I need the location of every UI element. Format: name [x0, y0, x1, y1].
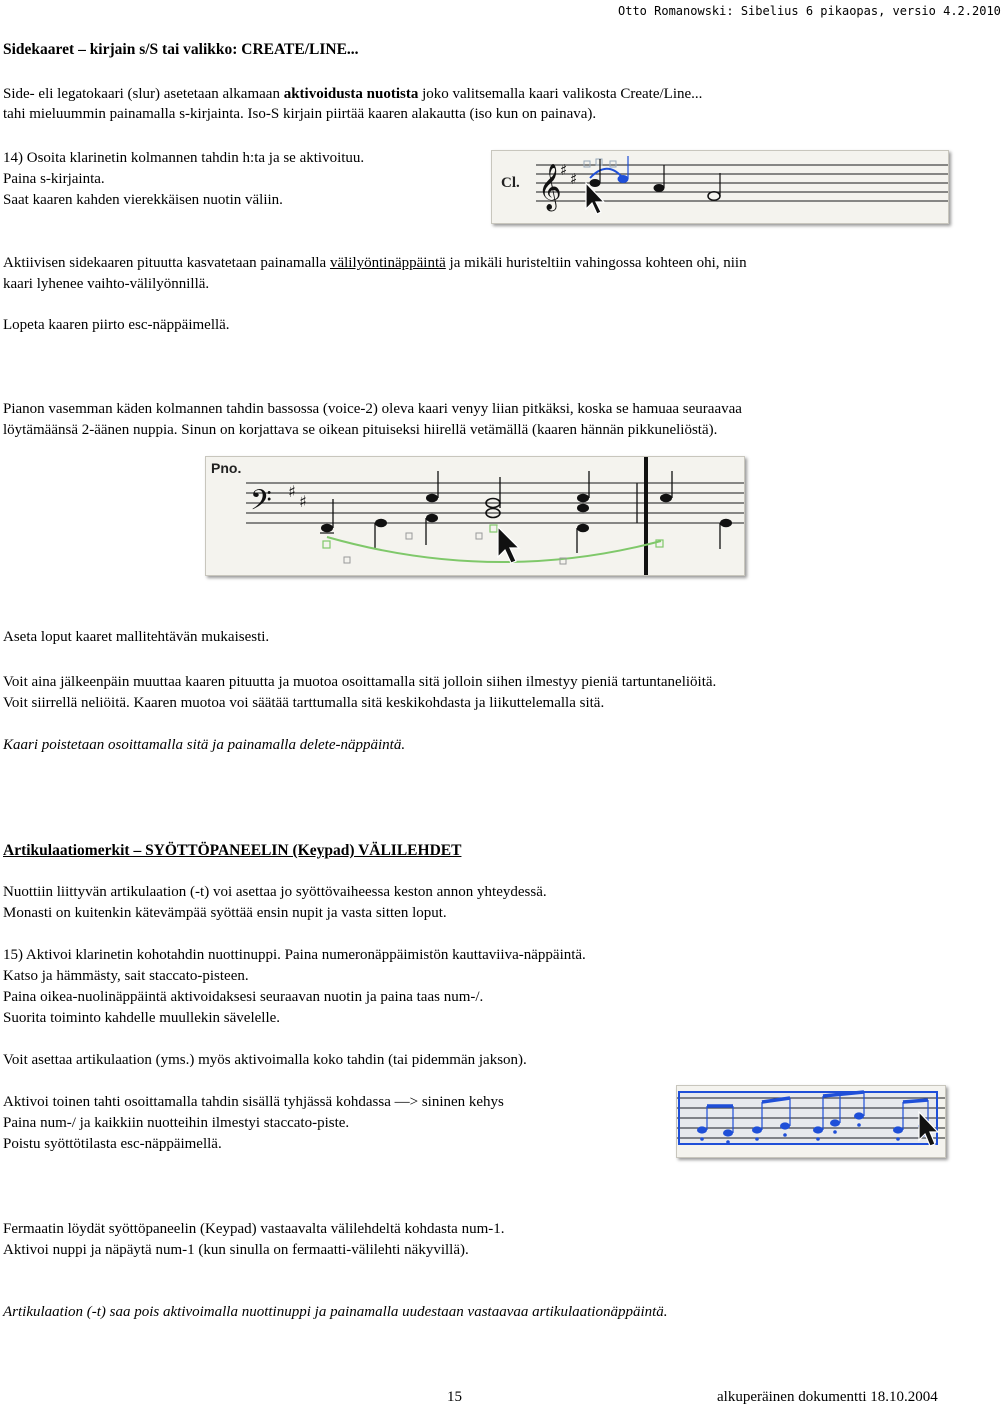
step15-line3: Paina oikea-nuolinäppäintä aktivoidaksesi seuraavan nuotin ja paina taas num-/.: [3, 989, 484, 1005]
long-slur-arc[interactable]: [327, 537, 661, 562]
bar-line2: Paina num-/ ja kaikkiin nuotteihin ilmestyi staccato-piste.: [3, 1115, 350, 1131]
half-note-head: [708, 192, 720, 200]
grow-line2: kaari lyhenee vaihto-välilyönnillä.: [3, 276, 210, 292]
page-number: 15: [447, 1389, 462, 1405]
bar-line1: Aktivoi toinen tahti osoittamalla tahdin sisällä tyhjässä kohdassa —> sininen kehys: [3, 1094, 504, 1110]
sharp-icon: ♯: [288, 482, 296, 501]
step15-line4: Suorita toiminto kahdelle muullekin sävelelle.: [3, 1010, 281, 1026]
fermata-line2: Aktivoi nuppi ja näpäytä num-1 (kun sinulla on fermaatti-välilehti näkyvillä).: [3, 1242, 469, 1258]
origin-note: alkuperäinen dokumentti 18.10.2004: [717, 1389, 938, 1405]
slur-handles[interactable]: [323, 525, 663, 548]
whole-bar-line: Voit asettaa artikulaation (yms.) myös aktivoimalla koko tahdin (tai pidemmän jakson).: [3, 1052, 527, 1068]
step14-line2: Paina s-kirjainta.: [3, 171, 105, 187]
section-title-articulation: Artikulaatiomerkit – SYÖTTÖPANEELIN (Keypad) VÄLILEHDET: [3, 842, 462, 859]
delete-note: Kaari poistetaan osoittamalla sitä ja painamalla delete-näppäintä.: [3, 737, 406, 753]
edit-line1: Voit aina jälkeenpäin muuttaa kaaren pituutta ja muotoa osoittamalla sitä jolloin siihen ilmestyy pieniä tartuntaneliöitä.: [3, 674, 717, 690]
piano-label: Pno.: [211, 460, 242, 476]
step15-line1: 15) Aktivoi klarinetin kohotahdin nuottinuppi. Paina numeronäppäimistön kauttaviiva-näppäintä.: [3, 947, 586, 963]
clarinet-label: Cl.: [501, 175, 520, 191]
grow-line1: Aktiivisen sidekaaren pituutta kasvatetaan painamalla välilyöntinäppäintä ja mikäli huristeltiin vahingossa kohteen ohi, niin: [3, 255, 747, 271]
note-head: [654, 184, 665, 192]
step14-line1: 14) Osoita klarinetin kolmannen tahdin h:ta ja se aktivoituu.: [3, 150, 365, 166]
articulation-p1-line2: Monasti on kuitenkin kätevämpää syöttää ensin nupit ja vasta sitten loput.: [3, 905, 447, 921]
treble-clef-icon: 𝄞: [538, 164, 562, 210]
space-key-link: välilyöntinäppäintä: [329, 255, 446, 271]
staccato-bar-figure: [676, 1085, 946, 1158]
bar-line3: Poistu syöttötilasta esc-näppäimellä.: [3, 1136, 222, 1152]
selection-frame[interactable]: [679, 1092, 937, 1144]
edit-line2: Voit siirrellä neliöitä. Kaaren muotoa voi säätää tarttumalla sitä keskikohdasta ja liikuttelemalla sitä.: [3, 695, 605, 711]
piano-line1: Pianon vasemman käden kolmannen tahdin bassossa (voice-2) oleva kaari venyy liian pitkäksi, koska se hamuaa seuraavaa: [3, 401, 742, 417]
step15-line2: Katso ja hämmästy, sait staccato-pisteen.: [3, 968, 249, 984]
piano-line2: löytämäänsä 2-äänen nuppia. Sinun on korjattava se oikean pituiseksi hiirellä vetämällä (kaaren hännän pikkuneliöstä).: [3, 422, 718, 438]
sharp-icon: ♯: [299, 492, 307, 511]
fermata-line1: Fermaatin löydät syöttöpaneelin (Keypad) vastaavalta välilehdeltä kohdasta num-1.: [3, 1221, 505, 1237]
sharp-icon: ♯: [560, 161, 568, 179]
sharp-icon: ♯: [570, 170, 578, 188]
mouse-cursor-icon: [586, 183, 604, 214]
step14-line3: Saat kaaren kahden vierekkäisen nuotin väliin.: [3, 192, 283, 208]
stop-line: Lopeta kaaren piirto esc-näppäimellä.: [3, 317, 230, 333]
rest-line: Aseta loput kaaret mallitehtävän mukaisesti.: [3, 629, 270, 645]
running-header: Otto Romanowski: Sibelius 6 pikaopas, versio 4.2.2010: [618, 4, 1001, 18]
mouse-cursor-icon: [498, 527, 519, 563]
slur-arc[interactable]: [590, 169, 622, 178]
articulation-p1-line1: Nuottiin liittyvän artikulaation (-t) voi asettaa jo syöttövaiheessa keston annon yhteydessä.: [3, 884, 547, 900]
section-title-slurs: Sidekaaret – kirjain s/S tai valikko: CREATE/LINE...: [3, 41, 359, 58]
piano-staff-figure: [205, 456, 745, 576]
remove-note: Artikulaation (-t) saa pois aktivoimalla nuottinuppi ja painamalla uudestaan vastaavaa artikulaationäppäintä.: [3, 1304, 668, 1320]
slurs-intro-line2: tahi mieluummin painamalla s-kirjainta. Iso-S kirjain piirtää kaaren alakautta (iso kun on painava).: [3, 106, 597, 122]
bass-clef-icon: 𝄢: [250, 484, 272, 524]
note-head: [590, 179, 601, 187]
slurs-intro-line1: Side- eli legatokaari (slur) asetetaan alkamaan aktivoidusta nuotista joko valitsemalla kaari valikosta Create/Line...: [3, 86, 703, 102]
clarinet-staff-figure: [491, 150, 949, 224]
note-head-selected[interactable]: [618, 175, 629, 183]
